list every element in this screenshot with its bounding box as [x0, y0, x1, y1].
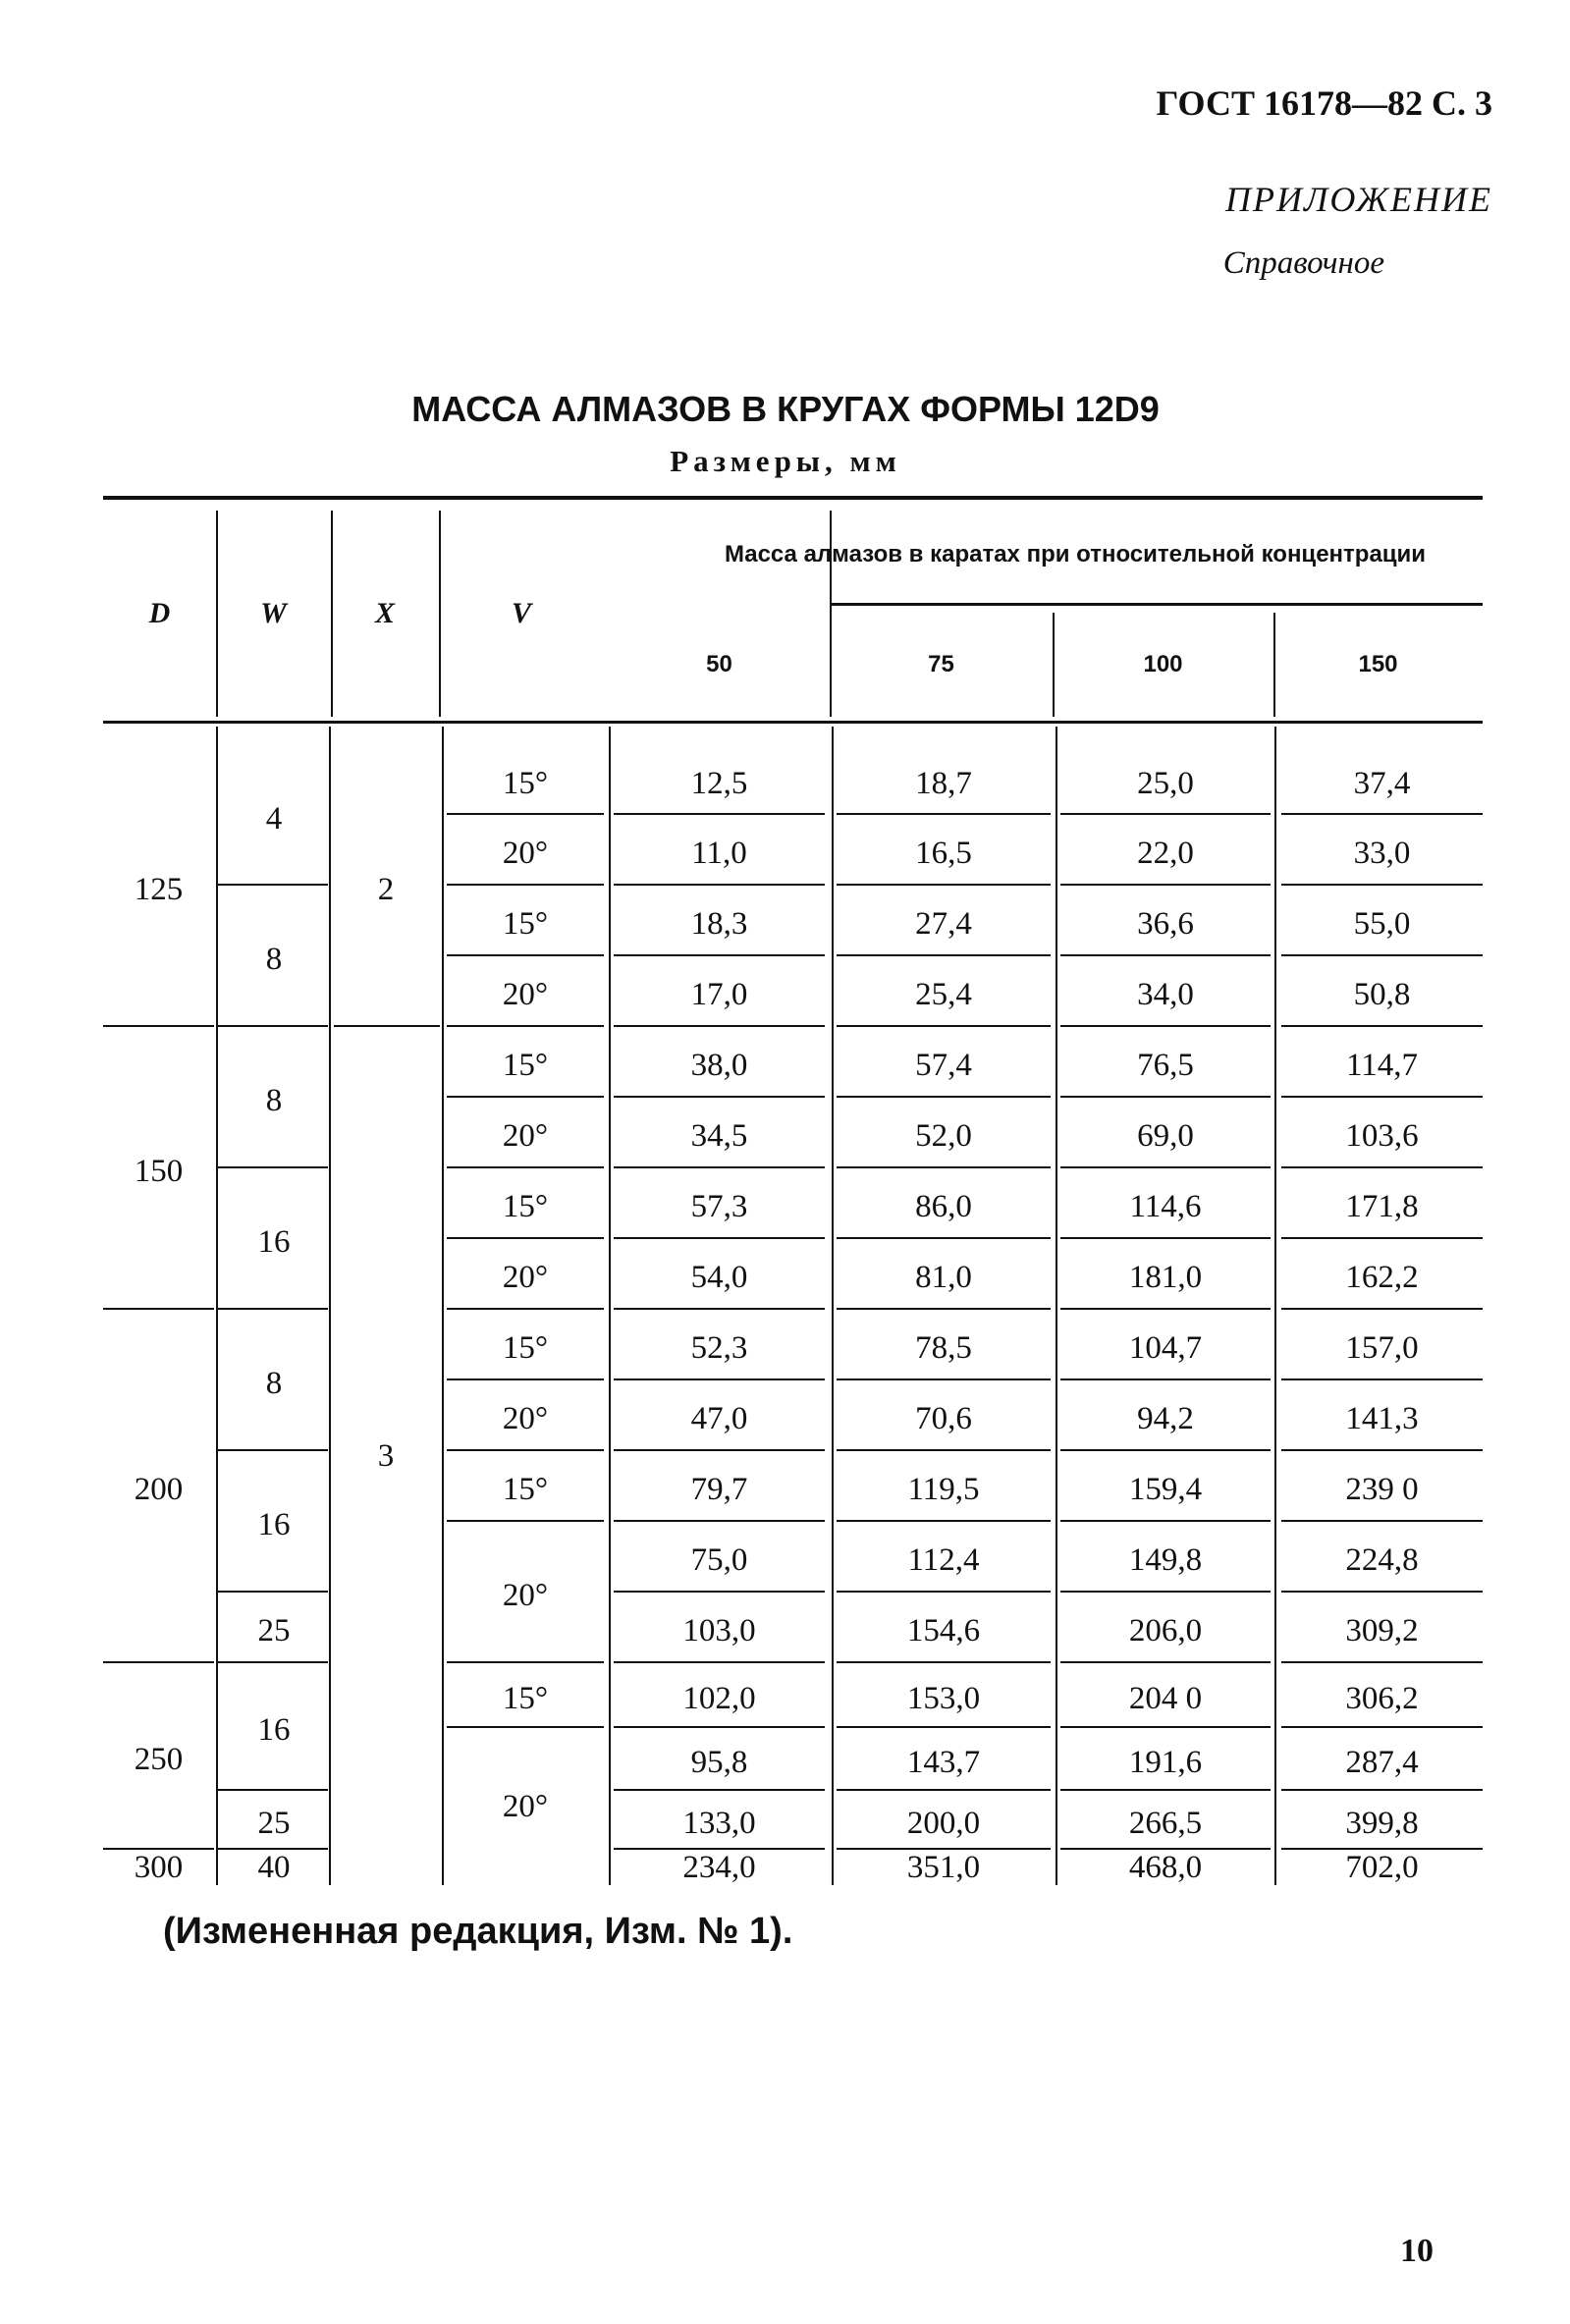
w-width-cell: 8 — [265, 942, 283, 977]
value-cell: 54,0 — [690, 1260, 748, 1295]
value-cell: 351,0 — [906, 1850, 981, 1885]
concentration-header-rule — [830, 603, 1483, 606]
page-number: 10 — [1400, 2233, 1434, 2269]
v-underline — [447, 884, 604, 886]
value-cell: 702,0 — [1345, 1850, 1419, 1885]
value-underline — [1281, 1789, 1483, 1791]
value-underline — [1281, 954, 1483, 956]
col-header-w: W — [260, 597, 287, 629]
value-cell: 22,0 — [1137, 836, 1194, 871]
value-cell: 79,7 — [690, 1472, 748, 1507]
value-underline — [1060, 954, 1271, 956]
v-underline — [447, 1166, 604, 1168]
d-diameter-cell: 200 — [134, 1472, 184, 1507]
value-underline — [1060, 1096, 1271, 1098]
value-cell: 17,0 — [690, 977, 748, 1012]
value-underline — [614, 1166, 825, 1168]
value-cell: 102,0 — [682, 1681, 756, 1716]
v-underline — [447, 1726, 604, 1728]
value-cell: 57,4 — [915, 1048, 972, 1083]
value-underline — [1060, 1237, 1271, 1239]
value-cell: 191,6 — [1128, 1745, 1203, 1780]
x-underline — [334, 1025, 440, 1027]
value-underline — [837, 1726, 1051, 1728]
value-underline — [837, 1449, 1051, 1451]
value-cell: 37,4 — [1353, 765, 1411, 801]
value-underline — [1060, 1449, 1271, 1451]
col-header-d: D — [148, 597, 171, 629]
value-cell: 38,0 — [690, 1048, 748, 1083]
value-cell: 34,0 — [1137, 977, 1194, 1012]
value-underline — [1281, 1237, 1483, 1239]
value-cell: 69,0 — [1137, 1118, 1194, 1154]
value-underline — [1281, 813, 1483, 815]
d-underline — [103, 1661, 214, 1663]
value-cell: 114,6 — [1129, 1189, 1202, 1224]
w-width-cell: 4 — [265, 800, 283, 837]
w-width-cell: 25 — [257, 1613, 291, 1648]
value-cell: 154,6 — [906, 1613, 981, 1648]
value-underline — [614, 1378, 825, 1380]
body-col-rule — [1056, 727, 1057, 1885]
value-cell: 159,4 — [1128, 1472, 1203, 1507]
value-underline — [1060, 1166, 1271, 1168]
value-cell: 133,0 — [682, 1806, 756, 1841]
value-cell: 181,0 — [1128, 1260, 1203, 1295]
value-underline — [614, 884, 825, 886]
value-cell: 16,5 — [915, 836, 972, 871]
v-angle-cell: 20° — [502, 1578, 549, 1613]
body-col-rule — [216, 727, 218, 1885]
value-cell: 287,4 — [1345, 1745, 1419, 1780]
v-underline — [447, 1308, 604, 1310]
w-width-cell: 8 — [265, 1366, 283, 1401]
v-underline — [447, 813, 604, 815]
v-underline — [447, 1661, 604, 1663]
v-angle-cell: 20° — [502, 1789, 549, 1824]
v-underline — [447, 1520, 604, 1522]
value-underline — [614, 1237, 825, 1239]
v-angle-cell: 15° — [502, 1048, 549, 1083]
value-cell: 239 0 — [1345, 1472, 1419, 1507]
v-angle-cell: 15° — [502, 1472, 549, 1507]
value-cell: 18,3 — [690, 906, 748, 942]
value-cell: 50,8 — [1353, 977, 1411, 1012]
value-cell: 399,8 — [1345, 1806, 1419, 1841]
value-cell: 141,3 — [1345, 1401, 1419, 1436]
value-cell: 57,3 — [690, 1189, 748, 1224]
v-underline — [447, 954, 604, 956]
value-cell: 86,0 — [915, 1189, 972, 1224]
d-diameter-cell: 300 — [134, 1850, 184, 1885]
value-cell: 171,8 — [1345, 1189, 1419, 1224]
value-cell: 119,5 — [907, 1472, 980, 1507]
w-underline — [218, 1789, 328, 1791]
value-underline — [837, 1308, 1051, 1310]
value-cell: 75,0 — [690, 1542, 748, 1578]
body-col-rule — [329, 727, 331, 1885]
value-underline — [837, 1378, 1051, 1380]
value-underline — [837, 1591, 1051, 1593]
value-cell: 55,0 — [1353, 906, 1411, 942]
value-underline — [1060, 1520, 1271, 1522]
value-cell: 34,5 — [690, 1118, 748, 1154]
w-width-cell: 16 — [257, 1507, 291, 1542]
w-width-cell: 40 — [257, 1850, 291, 1885]
d-underline — [103, 1025, 214, 1027]
value-cell: 224,8 — [1345, 1542, 1419, 1578]
value-underline — [1060, 1025, 1271, 1027]
v-angle-cell: 20° — [502, 977, 549, 1012]
w-underline — [218, 1591, 328, 1593]
value-underline — [1060, 1378, 1271, 1380]
value-cell: 200,0 — [906, 1806, 981, 1841]
value-cell: 103,0 — [682, 1613, 756, 1648]
value-cell: 162,2 — [1345, 1260, 1419, 1295]
v-angle-cell: 20° — [502, 1260, 549, 1295]
value-cell: 112,4 — [907, 1542, 980, 1578]
value-underline — [614, 1520, 825, 1522]
value-underline — [1281, 1449, 1483, 1451]
v-underline — [447, 1237, 604, 1239]
value-cell: 266,5 — [1128, 1806, 1203, 1841]
value-cell: 204 0 — [1128, 1681, 1203, 1716]
value-underline — [614, 1726, 825, 1728]
value-cell: 94,2 — [1137, 1401, 1194, 1436]
value-cell: 153,0 — [906, 1681, 981, 1716]
value-underline — [837, 1661, 1051, 1663]
value-underline — [614, 1661, 825, 1663]
value-underline — [614, 1308, 825, 1310]
value-underline — [614, 954, 825, 956]
x-cell: 3 — [377, 1438, 395, 1474]
value-underline — [1281, 1308, 1483, 1310]
col-header-50: 50 — [706, 651, 732, 677]
v-angle-cell: 20° — [502, 1118, 549, 1154]
value-underline — [1060, 884, 1271, 886]
value-underline — [1281, 1591, 1483, 1593]
v-underline — [447, 1378, 604, 1380]
reference-label: Справочное — [1222, 245, 1384, 281]
value-underline — [1060, 1726, 1271, 1728]
value-underline — [837, 813, 1051, 815]
col-header-v: V — [511, 597, 531, 629]
w-width-cell: 16 — [257, 1712, 291, 1748]
d-diameter-cell: 250 — [134, 1742, 184, 1777]
value-underline — [1060, 1591, 1271, 1593]
value-underline — [614, 1591, 825, 1593]
value-cell: 234,0 — [682, 1850, 756, 1885]
value-underline — [1060, 813, 1271, 815]
value-cell: 206,0 — [1128, 1613, 1203, 1648]
value-cell: 157,0 — [1345, 1330, 1419, 1366]
appendix-label: ПРИЛОЖЕНИЕ — [1225, 180, 1492, 219]
v-underline — [447, 1449, 604, 1451]
value-cell: 52,3 — [690, 1330, 748, 1366]
v-angle-cell: 15° — [502, 765, 549, 801]
value-underline — [614, 1789, 825, 1791]
w-width-cell: 8 — [265, 1083, 283, 1118]
v-underline — [447, 1096, 604, 1098]
w-underline — [218, 1308, 328, 1310]
v-angle-cell: 20° — [502, 1401, 549, 1436]
value-underline — [614, 1025, 825, 1027]
value-cell: 47,0 — [690, 1401, 748, 1436]
w-underline — [218, 1025, 328, 1027]
value-underline — [837, 1789, 1051, 1791]
value-cell: 78,5 — [915, 1330, 972, 1366]
value-underline — [1060, 1308, 1271, 1310]
value-underline — [614, 1449, 825, 1451]
value-underline — [837, 884, 1051, 886]
body-col-rule — [442, 727, 444, 1885]
value-underline — [837, 1237, 1051, 1239]
value-cell: 103,6 — [1345, 1118, 1419, 1154]
value-cell: 149,8 — [1128, 1542, 1203, 1578]
value-cell: 104,7 — [1128, 1330, 1203, 1366]
value-underline — [1281, 1166, 1483, 1168]
value-underline — [837, 1520, 1051, 1522]
value-underline — [1281, 1096, 1483, 1098]
w-underline — [218, 1449, 328, 1451]
value-cell: 143,7 — [906, 1745, 981, 1780]
value-cell: 309,2 — [1345, 1613, 1419, 1648]
v-angle-cell: 15° — [502, 1330, 549, 1366]
value-cell: 11,0 — [691, 836, 747, 871]
value-cell: 27,4 — [915, 906, 972, 942]
w-underline — [218, 1166, 328, 1168]
value-underline — [1281, 1726, 1483, 1728]
v-underline — [447, 1025, 604, 1027]
value-cell: 36,6 — [1137, 906, 1194, 942]
value-underline — [614, 813, 825, 815]
col-header-x: X — [374, 597, 395, 629]
v-angle-cell: 20° — [502, 836, 549, 871]
value-underline — [1281, 884, 1483, 886]
value-underline — [837, 1166, 1051, 1168]
w-width-cell: 25 — [257, 1806, 291, 1841]
w-underline — [218, 884, 328, 886]
value-cell: 81,0 — [915, 1260, 972, 1295]
value-cell: 25,4 — [915, 977, 972, 1012]
x-cell: 2 — [377, 871, 395, 907]
d-underline — [103, 1308, 214, 1310]
body-col-rule — [609, 727, 611, 1885]
body-col-rule — [832, 727, 834, 1885]
d-diameter-cell: 125 — [134, 871, 184, 907]
table-title: МАССА АЛМАЗОВ В КРУГАХ ФОРМЫ 12D9 — [411, 389, 1160, 429]
standard-reference: ГОСТ 16178—82 С. 3 — [1156, 83, 1492, 123]
value-cell: 52,0 — [915, 1118, 972, 1154]
value-cell: 25,0 — [1137, 765, 1194, 801]
value-underline — [614, 1096, 825, 1098]
amendment-note: (Измененная редакция, Изм. № 1). — [163, 1911, 793, 1952]
col-header-100: 100 — [1143, 651, 1183, 677]
value-underline — [837, 1025, 1051, 1027]
value-cell: 114,7 — [1345, 1048, 1419, 1083]
col-header-150: 150 — [1358, 651, 1398, 677]
w-underline — [218, 1661, 328, 1663]
col-header-75: 75 — [928, 651, 954, 677]
value-cell: 18,7 — [915, 765, 972, 801]
w-width-cell: 16 — [257, 1224, 291, 1260]
value-cell: 95,8 — [690, 1745, 748, 1780]
table-top-rule — [103, 496, 1483, 500]
v-angle-cell: 15° — [502, 906, 549, 942]
value-underline — [1060, 1789, 1271, 1791]
value-cell: 70,6 — [915, 1401, 972, 1436]
value-cell: 12,5 — [690, 765, 748, 801]
value-underline — [1281, 1378, 1483, 1380]
value-underline — [1281, 1520, 1483, 1522]
value-underline — [1281, 1661, 1483, 1663]
value-underline — [1281, 1025, 1483, 1027]
value-cell: 468,0 — [1128, 1850, 1203, 1885]
value-cell: 33,0 — [1353, 836, 1411, 871]
col-header-concentration: Масса алмазов в каратах при относительной концентрации — [724, 541, 1427, 567]
value-underline — [837, 1096, 1051, 1098]
value-cell: 76,5 — [1137, 1048, 1194, 1083]
body-col-rule — [1274, 727, 1276, 1885]
table-subtitle: Размеры, мм — [670, 444, 901, 478]
value-underline — [837, 954, 1051, 956]
v-angle-cell: 15° — [502, 1681, 549, 1716]
value-cell: 306,2 — [1345, 1681, 1419, 1716]
d-diameter-cell: 150 — [134, 1154, 184, 1189]
header-bottom-rule — [103, 721, 1483, 724]
v-angle-cell: 15° — [502, 1189, 549, 1224]
value-underline — [1060, 1661, 1271, 1663]
